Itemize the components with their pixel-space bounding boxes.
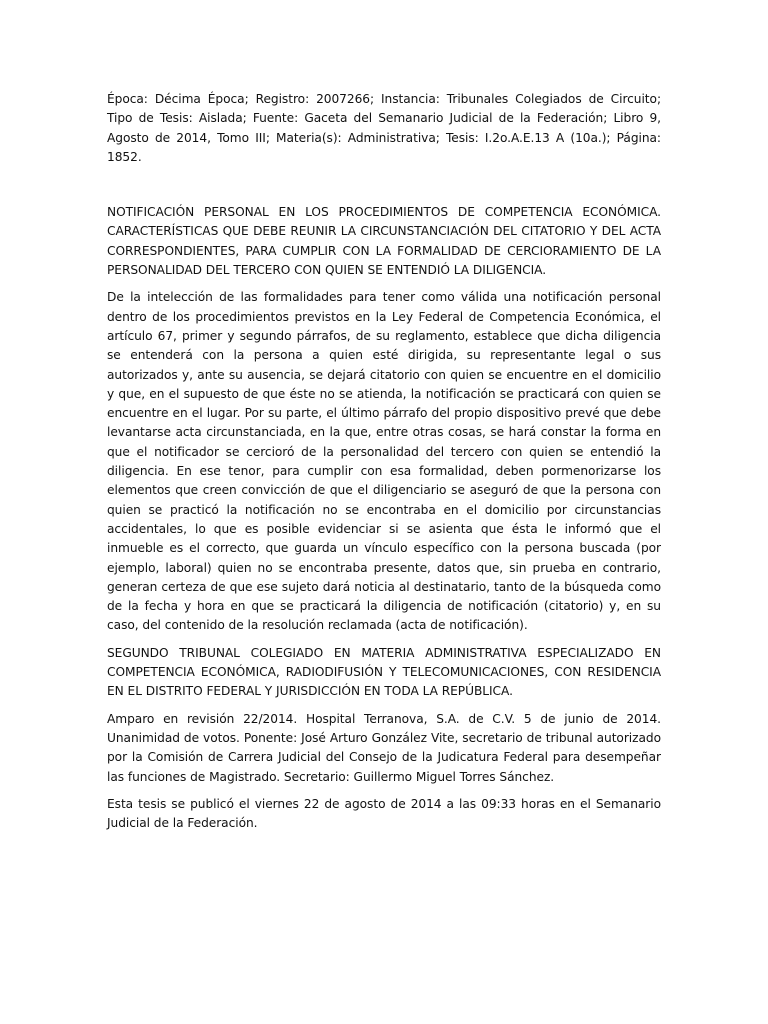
issuing-tribunal: SEGUNDO TRIBUNAL COLEGIADO EN MATERIA ADMINISTRATIVA ESPECIALIZADO EN COMPETENCIA ECONÓMICA, RADIODIFUSIÓN Y TELECOMUNICACIONES, CON RESIDENCIA EN EL DISTRITO FEDERAL Y JURISDICCIÓN EN TODA LA REPÚBLICA. <box>107 645 661 699</box>
publication-note: Esta tesis se publicó el viernes 22 de agosto de 2014 a las 09:33 horas en el Semanario Judicial de la Federación. <box>107 796 661 831</box>
thesis-metadata: Época: Décima Época; Registro: 2007266; Instancia: Tribunales Colegiados de Circuito; Tipo de Tesis: Aislada; Fuente: Gaceta del Semanario Judicial de la Federación; Libro 9, Agosto de 2014, Tomo III; Materia(s): Administrativa; Tesis: I.2o.A.E.13 A (10a.); Página: 1852. <box>107 92 661 164</box>
precedent-details: Amparo en revisión 22/2014. Hospital Terranova, S.A. de C.V. 5 de junio de 2014. Unanimidad de votos. Ponente: José Arturo González Vite, secretario de tribunal autorizado por la Comisión de Carrera Judicial del Consejo de la Judicatura Federal para desempeñar las funciones de Magistrado. Secretario: Guillermo Miguel Torres Sánchez. <box>107 711 661 784</box>
thesis-body: De la intelección de las formalidades para tener como válida una notificación personal dentro de los procedimientos previstos en la Ley Federal de Competencia Económica, el artículo 67, primer y segundo párrafos, de su reglamento, establece que dicha diligencia se entenderá con la persona a quien esté dirigida, su representante legal o sus autorizados y, ante su ausencia, se dejará citatorio con quien se encuentre en el domicilio y que, en el supuesto de que éste no se atienda, la notificación se practicará con quien se encuentre en el lugar. Por su parte, el último párrafo del propio dispositivo prevé que debe levantarse acta circunstanciada, en la que, entre otras cosas, se hará constar la forma en que el notificador se cercioró de la personalidad del tercero con quien se entendió la diligencia. En ese tenor, para cumplir con esa formalidad, deben pormenorizarse los elementos que creen convicción de que el diligenciario se aseguró de que la persona con quien se practicó la notificación no se encontraba en el domicilio por circunstancias accidentales, lo que es posible evidenciar si se asienta que ésta le informó que el inmueble es el correcto, que guarda un vínculo específico con la persona buscada (por ejemplo, laboral) quien no se encontraba presente, datos que, sin prueba en contrario, generan certeza de que ese sujeto dará noticia al destinatario, tanto de la búsqueda como de la fecha y hora en que se practicará la diligencia de notificación (citatorio) y, en su caso, del contenido de la resolución reclamada (acta de notificación). <box>107 290 661 633</box>
thesis-heading: NOTIFICACIÓN PERSONAL EN LOS PROCEDIMIENTOS DE COMPETENCIA ECONÓMICA. CARACTERÍSTICAS QUE DEBE REUNIR LA CIRCUNSTANCIACIÓN DEL CITATORIO Y DEL ACTA CORRESPONDIENTES, PARA CUMPLIR CON LA FORMALIDAD DE CERCIORAMIENTO DE LA PERSONALIDAD DEL TERCERO CON QUIEN SE ENTENDIÓ LA DILIGENCIA. <box>107 205 661 278</box>
